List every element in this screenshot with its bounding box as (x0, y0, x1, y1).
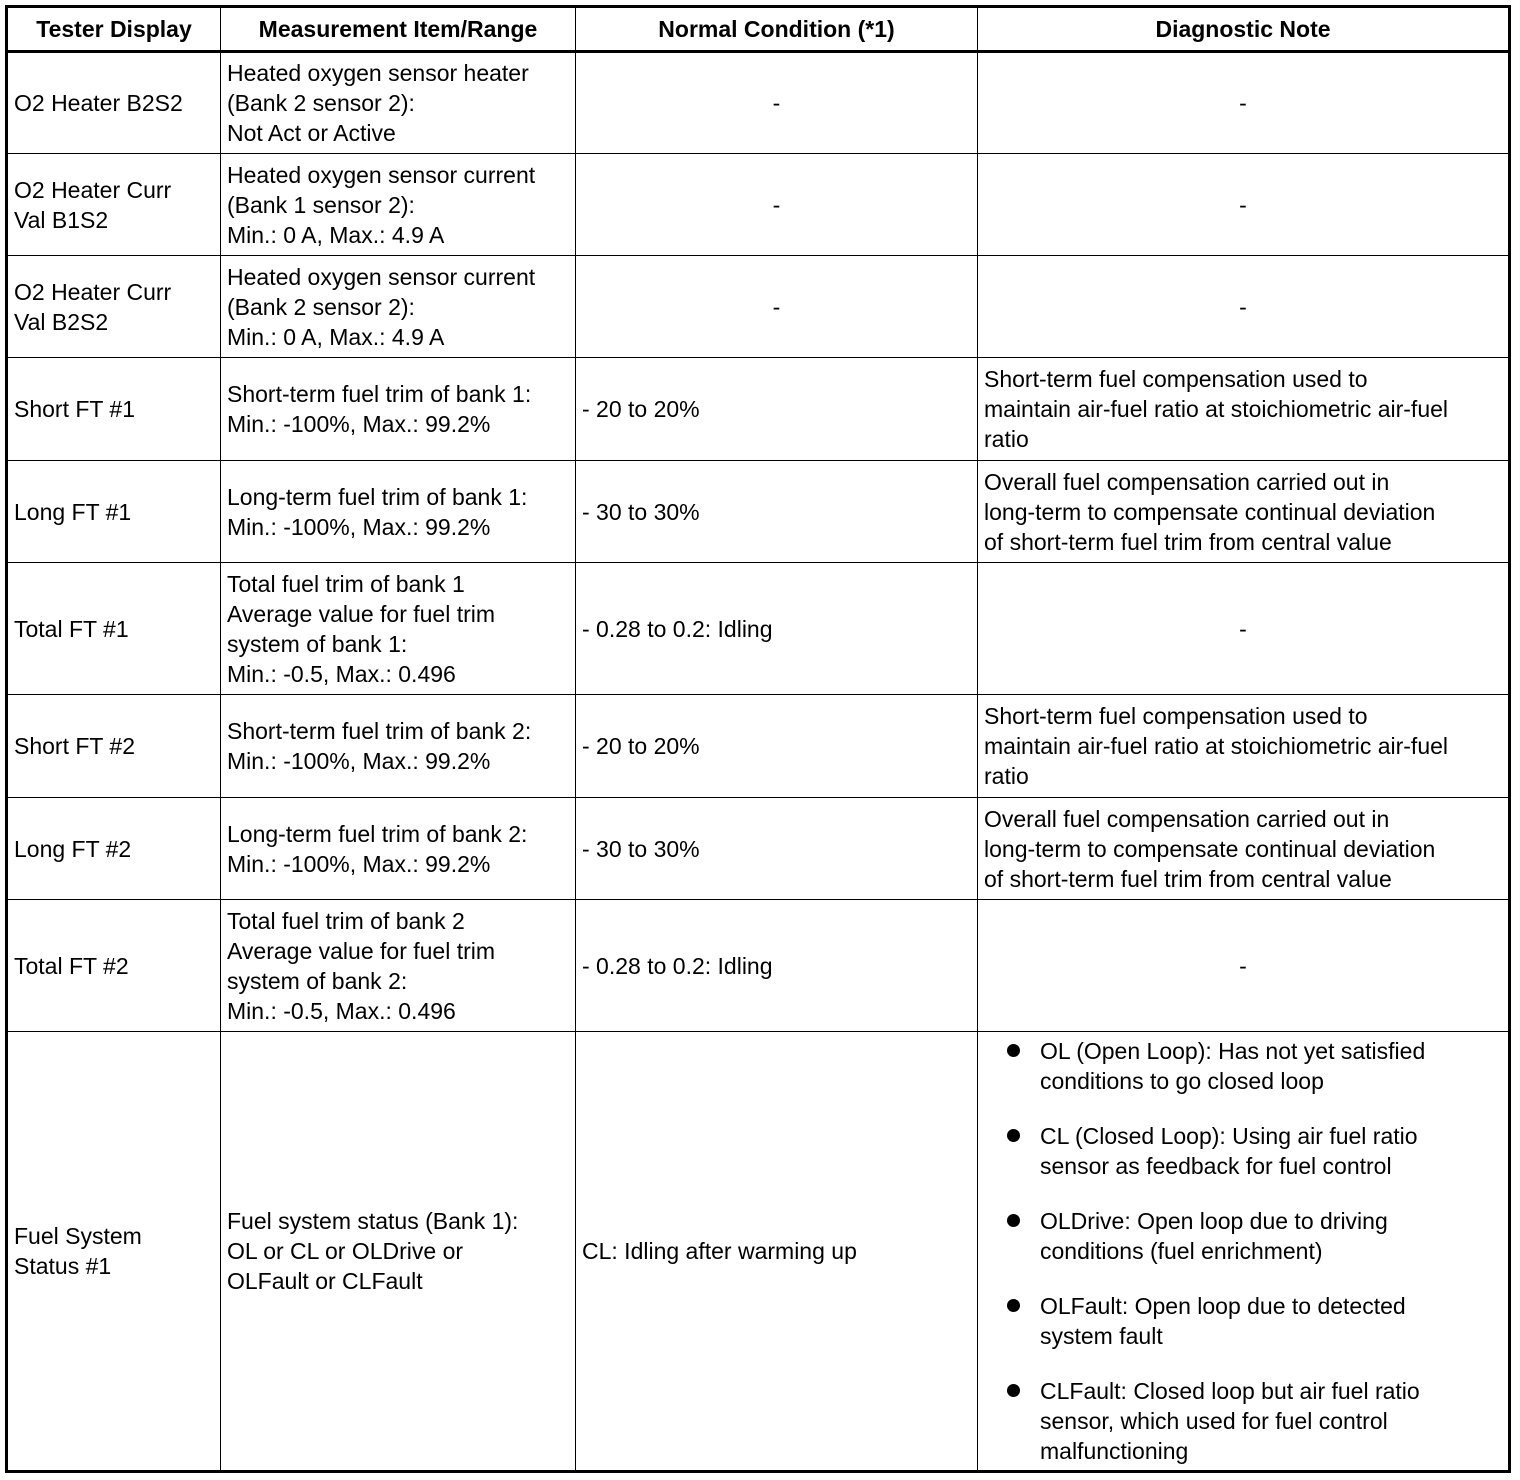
tester-display-cell: Fuel System Status #1 (7, 1032, 221, 1472)
measurement-cell: Heated oxygen sensor current (Bank 2 sensor 2): Min.: 0 A, Max.: 4.9 A (221, 256, 576, 358)
list-item (994, 1291, 1502, 1351)
header-diagnostic-note: Diagnostic Note (978, 7, 1510, 52)
tester-display-cell: Total FT #2 (7, 900, 221, 1032)
list-item-text: OL (Open Loop): Has not yet satisfied conditions to go closed loop (1040, 1038, 1426, 1094)
measurement-cell: Total fuel trim of bank 2 Average value for fuel trim system of bank 2: Min.: -0.5, Max.: 0.496 (221, 900, 576, 1032)
diagnostic-note-cell: Overall fuel compensation carried out in long-term to compensate continual deviation of short-term fuel trim from central value (978, 461, 1510, 563)
header-tester-display: Tester Display (7, 7, 221, 52)
normal-condition-cell: - (576, 154, 978, 256)
tester-display-cell: O2 Heater B2S2 (7, 52, 221, 154)
diagnostic-note-cell: - (978, 154, 1510, 256)
tester-display-cell: Short FT #2 (7, 695, 221, 798)
tester-display-cell: Short FT #1 (7, 358, 221, 461)
list-item-text: CLFault: Closed loop but air fuel ratio sensor, which used for fuel control malfunctioning (1040, 1378, 1420, 1464)
normal-condition-cell: - (576, 52, 978, 154)
table-row (7, 256, 1510, 358)
measurement-cell: Fuel system status (Bank 1): OL or CL or OLDrive or OLFault or CLFault (221, 1032, 576, 1472)
normal-condition-cell: CL: Idling after warming up (576, 1032, 978, 1472)
table-row (7, 695, 1510, 798)
measurement-cell: Heated oxygen sensor heater (Bank 2 sensor 2): Not Act or Active (221, 52, 576, 154)
diagnostic-note-cell: Overall fuel compensation carried out in long-term to compensate continual deviation of short-term fuel trim from central value (978, 798, 1510, 900)
diagnostic-note-cell: - (978, 256, 1510, 358)
list-item (994, 1376, 1502, 1466)
data-list-table (5, 5, 1511, 1473)
tester-display-cell: Long FT #1 (7, 461, 221, 563)
list-item-text: CL (Closed Loop): Using air fuel ratio sensor as feedback for fuel control (1040, 1123, 1418, 1179)
header-row (7, 7, 1510, 52)
measurement-cell: Total fuel trim of bank 1 Average value for fuel trim system of bank 1: Min.: -0.5, Max.: 0.496 (221, 563, 576, 695)
table-row (7, 461, 1510, 563)
bullet-icon (1007, 1299, 1020, 1312)
table-row (7, 563, 1510, 695)
normal-condition-cell: - 20 to 20% (576, 695, 978, 798)
normal-condition-cell: - 0.28 to 0.2: Idling (576, 900, 978, 1032)
tester-display-cell: Total FT #1 (7, 563, 221, 695)
list-item-text: OLFault: Open loop due to detected system fault (1040, 1293, 1406, 1349)
diagnostic-note-cell: - (978, 52, 1510, 154)
measurement-cell: Long-term fuel trim of bank 1: Min.: -100%, Max.: 99.2% (221, 461, 576, 563)
table-row (7, 358, 1510, 461)
header-normal-condition: Normal Condition (*1) (576, 7, 978, 52)
normal-condition-cell: - (576, 256, 978, 358)
bullet-icon (1007, 1384, 1020, 1397)
measurement-cell: Heated oxygen sensor current (Bank 1 sensor 2): Min.: 0 A, Max.: 4.9 A (221, 154, 576, 256)
list-item (994, 1121, 1502, 1181)
normal-condition-cell: - 0.28 to 0.2: Idling (576, 563, 978, 695)
normal-condition-cell: - 20 to 20% (576, 358, 978, 461)
table-row (7, 154, 1510, 256)
bullet-icon (1007, 1214, 1020, 1227)
normal-condition-cell: - 30 to 30% (576, 798, 978, 900)
table-row (7, 900, 1510, 1032)
diagnostic-note-cell: Short-term fuel compensation used to maintain air-fuel ratio at stoichiometric air-fuel ratio (978, 695, 1510, 798)
list-item-text: OLDrive: Open loop due to driving conditions (fuel enrichment) (1040, 1208, 1388, 1264)
tester-display-cell: O2 Heater Curr Val B1S2 (7, 154, 221, 256)
tester-display-cell: Long FT #2 (7, 798, 221, 900)
diagnostic-note-cell (978, 1032, 1510, 1472)
normal-condition-cell: - 30 to 30% (576, 461, 978, 563)
diagnostic-note-cell: - (978, 900, 1510, 1032)
measurement-cell: Long-term fuel trim of bank 2: Min.: -100%, Max.: 99.2% (221, 798, 576, 900)
tester-display-cell: O2 Heater Curr Val B2S2 (7, 256, 221, 358)
list-item (994, 1036, 1502, 1096)
table-row (7, 798, 1510, 900)
fuel-status-list (984, 1036, 1502, 1466)
table-row (7, 1032, 1510, 1472)
diagnostic-note-cell: - (978, 563, 1510, 695)
table-row (7, 52, 1510, 154)
diagnostic-note-cell: Short-term fuel compensation used to maintain air-fuel ratio at stoichiometric air-fuel ratio (978, 358, 1510, 461)
header-measurement-item: Measurement Item/Range (221, 7, 576, 52)
bullet-icon (1007, 1044, 1020, 1057)
measurement-cell: Short-term fuel trim of bank 1: Min.: -100%, Max.: 99.2% (221, 358, 576, 461)
measurement-cell: Short-term fuel trim of bank 2: Min.: -100%, Max.: 99.2% (221, 695, 576, 798)
bullet-icon (1007, 1129, 1020, 1142)
list-item (994, 1206, 1502, 1266)
